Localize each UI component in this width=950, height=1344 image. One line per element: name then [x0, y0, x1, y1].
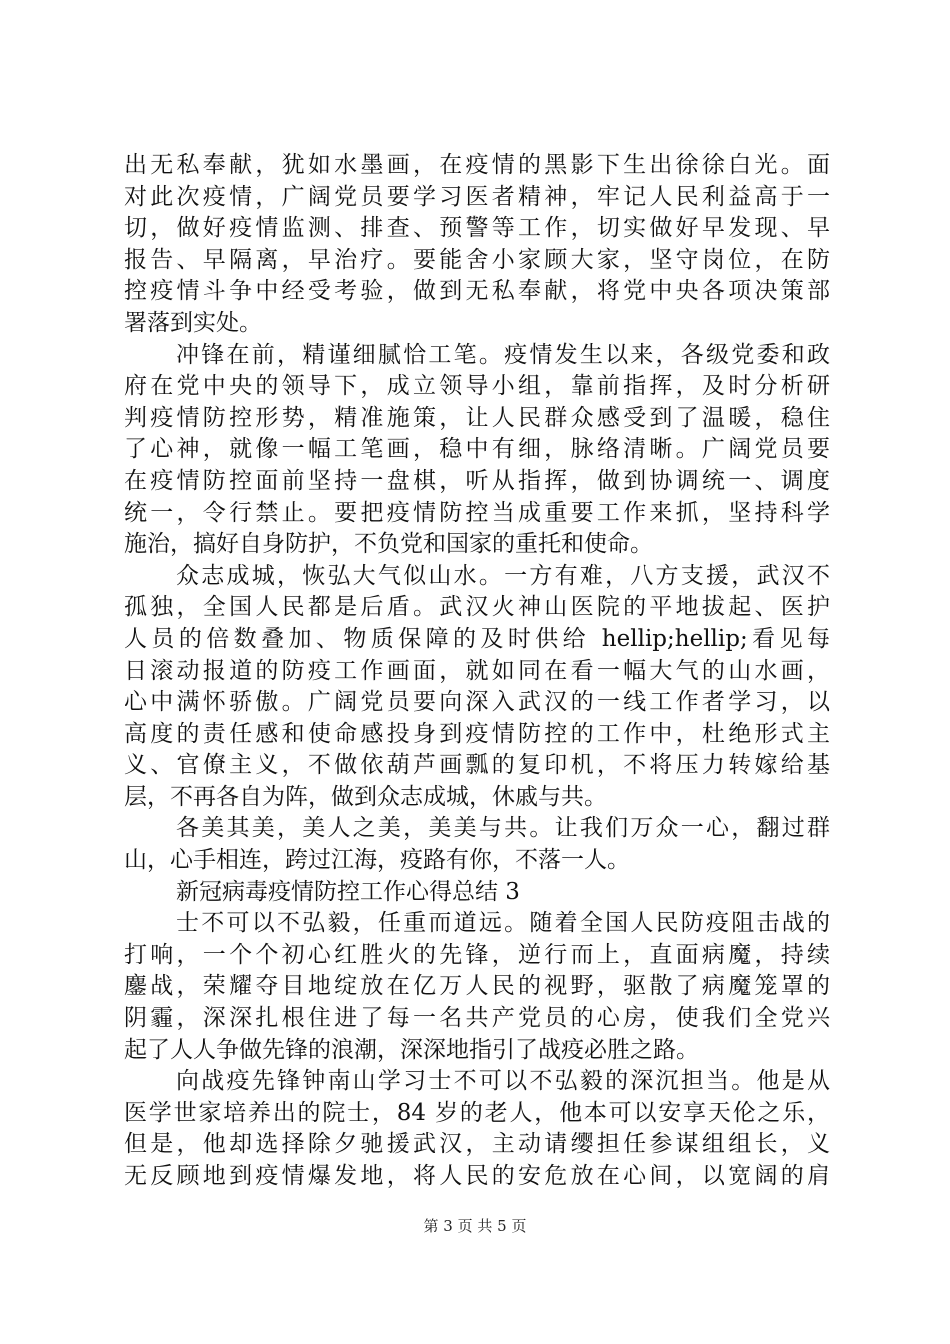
text-line: 义、官僚主义，不做依葫芦画瓢的复印机，不将压力转嫁给基 — [124, 752, 830, 779]
text-line: 控疫情斗争中经受考验，做到无私奉献，将党中央各项决策部 — [124, 278, 830, 305]
text-line: 统一，令行禁止。要把疫情防控当成重要工作来抓，坚持科学 — [124, 499, 830, 526]
text-line: 出无私奉献，犹如水墨画，在疫情的黑影下生出徐徐白光。面 — [124, 152, 830, 178]
text-line: 施治，搞好自身防护，不负党和国家的重托和使命。 — [124, 531, 653, 558]
text-line: 判疫情防控形势，精准施策，让人民群众感受到了温暖，稳住 — [124, 404, 830, 431]
text-line: 层，不再各自为阵，做到众志成城，休戚与共。 — [124, 783, 607, 810]
text-line: 起了人人争做先锋的浪潮，深深地指引了战疫必胜之路。 — [124, 1036, 699, 1063]
text-line: 打响，一个个初心红胜火的先锋，逆行而上，直面病魔，持续 — [124, 941, 830, 968]
text-line: 无反顾地到疫情爆发地，将人民的安危放在心间，以宽阔的肩 — [124, 1163, 830, 1189]
document-body — [124, 150, 830, 1193]
text-line: 士不可以不弘毅，任重而道远。随着全国人民防疫阻击战的 — [176, 910, 830, 937]
text-line: 医学世家培养出的院士，84 岁的老人，他本可以安享天伦之乐， — [124, 1099, 830, 1126]
text-line: 新冠病毒疫情防控工作心得总结 3 — [176, 878, 520, 905]
text-line: 署落到实处。 — [124, 309, 262, 336]
text-line: 在疫情防控面前坚持一盘棋，听从指挥，做到协调统一、调度 — [124, 467, 830, 494]
text-line: 但是，他却选择除夕驰援武汉，主动请缨担任参谋组组长，义 — [124, 1131, 830, 1158]
text-line: 孤独，全国人民都是后盾。武汉火神山医院的平地拔起、医护 — [124, 594, 830, 621]
text-line: 鏖战，荣耀夺目地绽放在亿万人民的视野，驱散了病魔笼罩的 — [124, 973, 830, 1000]
text-line: 山，心手相连，跨过江海，疫路有你，不落一人。 — [124, 847, 630, 874]
text-line: 向战疫先锋钟南山学习士不可以不弘毅的深沉担当。他是从 — [176, 1068, 830, 1095]
text-line: 报告、早隔离，早治疗。要能舍小家顾大家，坚守岗位，在防 — [124, 246, 830, 273]
text-line: 心中满怀骄傲。广阔党员要向深入武汉的一线工作者学习，以 — [124, 689, 830, 716]
page-footer: 第 3 页 共 5 页 — [423, 1217, 527, 1235]
text-line: 各美其美，美人之美，美美与共。让我们万众一心，翻过群 — [176, 815, 830, 842]
text-line: 冲锋在前，精谨细腻恰工笔。疫情发生以来，各级党委和政 — [176, 341, 830, 368]
text-line: 府在党中央的领导下，成立领导小组，靠前指挥，及时分析研 — [124, 373, 830, 400]
text-line: 切，做好疫情监测、排查、预警等工作，切实做好早发现、早 — [124, 215, 830, 242]
text-line: 阴霾，深深扎根住进了每一名共产党员的心房，使我们全党兴 — [124, 1005, 830, 1032]
text-line: 高度的责任感和使命感投身到疫情防控的工作中，杜绝形式主 — [124, 720, 830, 747]
text-line: 对此次疫情，广阔党员要学习医者精神，牢记人民利益高于一 — [124, 183, 830, 210]
text-line: 人员的倍数叠加、物质保障的及时供给 hellip;hellip;看见每 — [124, 625, 830, 652]
text-line: 众志成城，恢弘大气似山水。一方有难，八方支援，武汉不 — [176, 562, 830, 589]
text-line: 日滚动报道的防疫工作画面，就如同在看一幅大气的山水画， — [124, 657, 830, 684]
text-line: 了心神，就像一幅工笔画，稳中有细，脉络清晰。广阔党员要 — [124, 436, 830, 463]
